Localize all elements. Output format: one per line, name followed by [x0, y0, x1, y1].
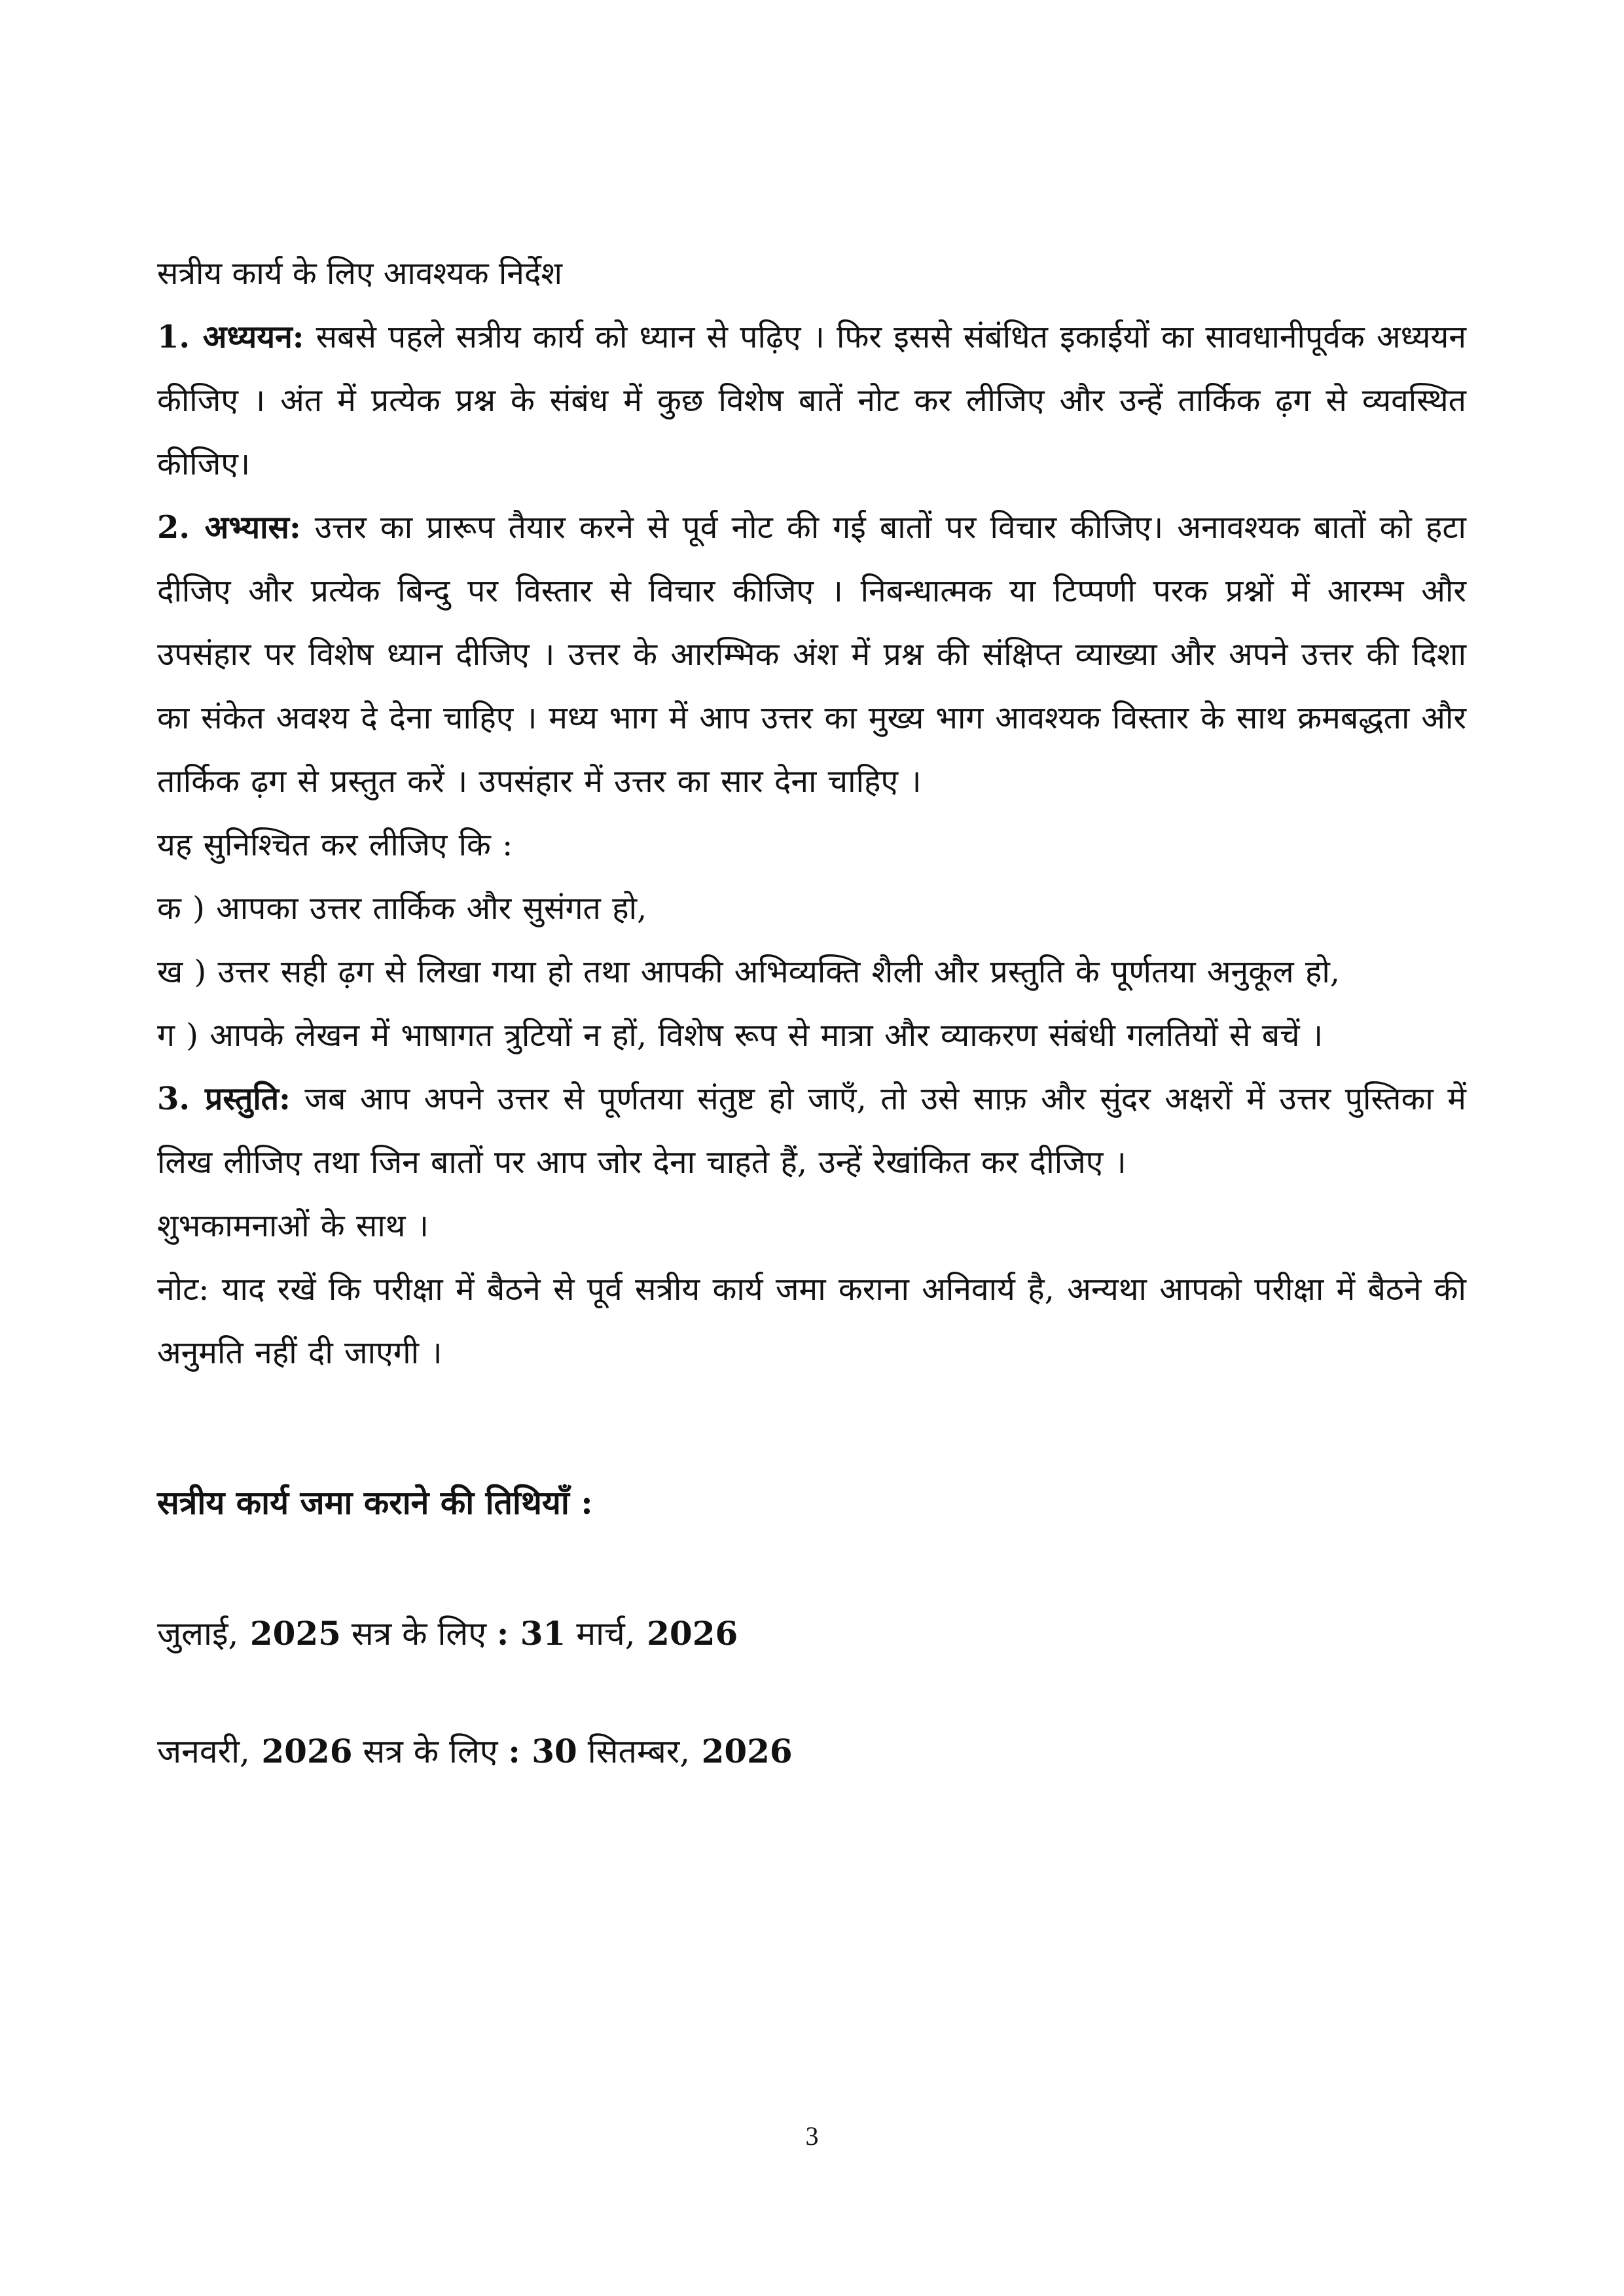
document-body: [157, 242, 1466, 1770]
date-january-session-text: सत्र के लिए: [352, 1732, 509, 1770]
section-study-text: सबसे पहले सत्रीय कार्य को ध्यान से पढ़िए । फिर इससे संबंधित इकाईयों का सावधानीपूर्वक अध्ययन कीजिए । अंत में प्रत्येक प्रश्न के संबंध में कुछ विशेष बातें नोट कर लीजिए और उन्हें तार्किक ढ़ग से व्यवस्थित कीजिए।: [157, 319, 1466, 482]
date-january-session-year: 2026: [249, 1732, 353, 1770]
ensure-item-kha: ख ) उत्तर सही ढ़ग से लिखा गया हो तथा आपकी अभिव्यक्ति शैली और प्रस्तुति के पूर्णतया अनुकूल हो,: [157, 954, 1341, 990]
wishes-line: शुभकामनाओं के साथ ।: [157, 1208, 429, 1244]
date-january-session-month: जनवरी,: [157, 1732, 250, 1770]
section-practice: [157, 496, 1466, 814]
section-presentation-label: 3. प्रस्तुति:: [157, 1081, 291, 1117]
date-july-deadline-day: : 31: [496, 1614, 566, 1653]
section-practice-label: 2. अभ्यास:: [157, 509, 301, 546]
ensure-item-ga: ग ) आपके लेखन में भाषागत त्रुटियों न हों, विशेष रूप से मात्रा और व्याकरण संबंधी गलतियों से बचें ।: [157, 1017, 1324, 1054]
section-practice-text: उत्तर का प्रारूप तैयार करने से पूर्व नोट की गई बातों पर विचार कीजिए। अनावश्यक बातों को हटा दीजिए और प्रत्येक बिन्दु पर विस्तार से विचार कीजिए । निबन्धात्मक या टिप्पणी परक प्रश्नों में आरम्भ और उपसंहार पर विशेष ध्यान दीजिए । उत्तर के आरम्भिक अंश में प्रश्न की संक्षिप्त व्याख्या और अपने उत्तर की दिशा का संकेत अवश्य दे देना चाहिए । मध्य भाग में आप उत्तर का मुख्य भाग आवश्यक विस्तार के साथ क्रमबद्धता और तार्किक ढ़ग से प्रस्तुत करें । उपसंहार में उत्तर का सार देना चाहिए ।: [157, 509, 1466, 800]
section-presentation-text: जब आप अपने उत्तर से पूर्णतया संतुष्ट हो जाएँ, तो उसे साफ़ और सुंदर अक्षरों में उत्तर पुस्तिका में लिख लीजिए तथा जिन बातों पर आप जोर देना चाहते हैं, उन्हें रेखांकित कर दीजिए ।: [157, 1081, 1466, 1181]
note-paragraph: नोट: याद रखें कि परीक्षा में बैठने से पूर्व सत्रीय कार्य जमा कराना अनिवार्य है, अन्यथा आपको परीक्षा में बैठने की अनुमति नहीं दी जाएगी ।: [157, 1271, 1466, 1371]
date-january-deadline-day: : 30: [508, 1732, 577, 1770]
section-study-label: 1. अध्ययन:: [157, 319, 304, 355]
submission-date-january: [157, 1728, 793, 1772]
date-july-deadline-month: मार्च,: [566, 1615, 636, 1653]
instructions-heading: सत्रीय कार्य के लिए आवश्यक निर्देश: [157, 255, 563, 292]
ensure-item-ka: क ) आपका उत्तर तार्किक और सुसंगत हो,: [157, 890, 647, 927]
submission-date-july: [157, 1610, 738, 1655]
date-january-deadline-year: 2026: [690, 1732, 793, 1770]
section-study: [157, 306, 1466, 496]
date-july-deadline-year: 2026: [635, 1614, 738, 1653]
page-number: 3: [805, 2121, 819, 2151]
date-january-deadline-month: सितम्बर,: [577, 1732, 691, 1770]
ensure-intro: यह सुनिश्चित कर लीजिए कि :: [157, 827, 513, 863]
date-july-session-text: सत्र के लिए: [340, 1615, 497, 1653]
date-july-session-month: जुलाई,: [157, 1615, 239, 1653]
section-presentation: [157, 1067, 1466, 1194]
submission-dates-title: सत्रीय कार्य जमा कराने की तिथियाँ :: [157, 1483, 593, 1522]
date-july-session-year: 2025: [238, 1614, 341, 1653]
